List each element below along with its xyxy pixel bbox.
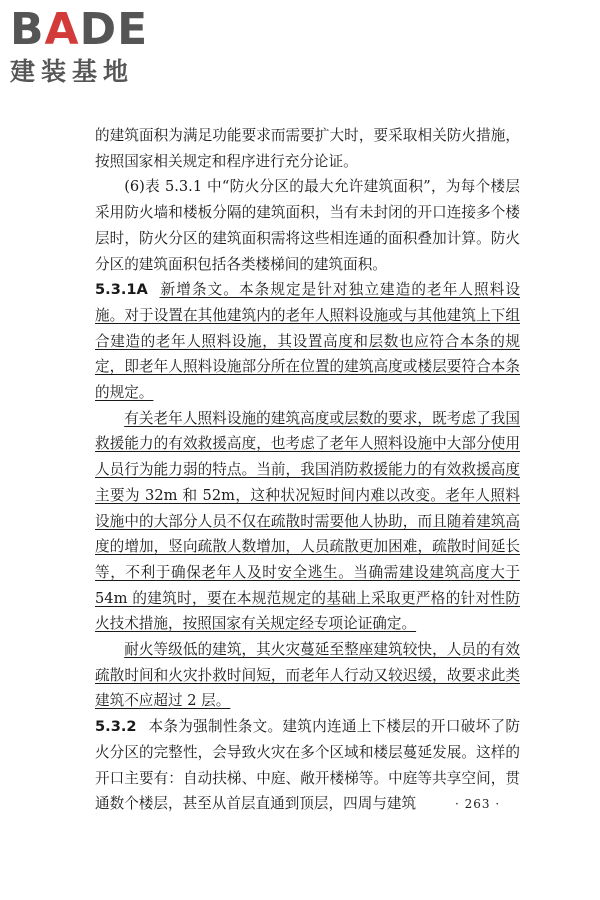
logo-letters-de: DE <box>79 4 149 55</box>
paragraph-elderly-height <box>95 406 520 637</box>
underlined-new-text: 新增条文。本条规定是针对独立建造的老年人照料设施。对于设置在其他建筑内的老年人照料设施或与其他建筑上下组合建造的老年人照料设施，其设置高度和层数也应符合本条的规定，即老年人照料设施部分所在位置的建筑高度或楼层要符合本条的规定。 <box>95 281 520 402</box>
clause-number: 5.3.2 <box>95 718 137 736</box>
document-page <box>95 123 520 817</box>
underlined-new-text: 有关老年人照料设施的建筑高度或层数的要求，既考虑了我国救援能力的有效救援高度，也考虑了老年人照料设施中大部分使用人员行为能力弱的特点。当前，我国消防救援能力的有效救援高度主要为 32m 和 52m，这种状况短时间内难以改变。老年人照料设施中的大部分人员不仅在疏散时需要他人协助，而且随着建筑高度的增加，竖向疏散人数增加，人员疏散更加困难，疏散时间延长等，不利于确保老年人及时安全逃生。当确需建设建筑高度大于 54m 的建筑时，要在本规范规定的基础上采取更严格的针对性防火技术措施，按照国家有关规定经专项论证确定。 <box>95 409 520 633</box>
bade-logo <box>10 6 175 88</box>
logo-subtitle: 建装基地 <box>10 57 135 86</box>
paragraph-continuation <box>95 123 520 174</box>
logo-wordmark <box>10 6 175 54</box>
paragraph-text: 的建筑面积为满足功能要求而需要扩大时，要采取相关防火措施，按照国家相关规定和程序进行充分论证。 <box>95 127 520 170</box>
paragraph-text: (6)表 5.3.1 中“防火分区的最大允许建筑面积”，为每个楼层采用防火墙和楼板分隔的建筑面积，当有未封闭的开口连接多个楼层时，防火分区的建筑面积需将这些相连通的面积叠加计算。防火分区的建筑面积包括各类楼梯间的建筑面积。 <box>95 178 520 273</box>
clause-5-3-1a <box>95 277 520 406</box>
paragraph-fire-resistance <box>95 637 520 714</box>
paragraph-text: 本条为强制性条文。建筑内连通上下楼层的开口破坏了防火分区的完整性，会导致火灾在多个区域和楼层蔓延发展。这样的开口主要有：自动扶梯、中庭、敞开楼梯等。中庭等共享空间，贯通数个楼层，甚至从首层直通到顶层，四周与建筑 <box>95 718 520 813</box>
logo-letter-b: B <box>10 4 45 55</box>
paragraph-item-6 <box>95 174 520 277</box>
page-number: · 263 · <box>455 797 501 811</box>
clause-number: 5.3.1A <box>95 281 148 299</box>
logo-letter-a: A <box>44 4 80 55</box>
underlined-new-text: 耐火等级低的建筑，其火灾蔓延至整座建筑较快，人员的有效疏散时间和火灾扑救时间短，而老年人行动又较迟缓，故要求此类建筑不应超过 2 层。 <box>95 641 520 710</box>
